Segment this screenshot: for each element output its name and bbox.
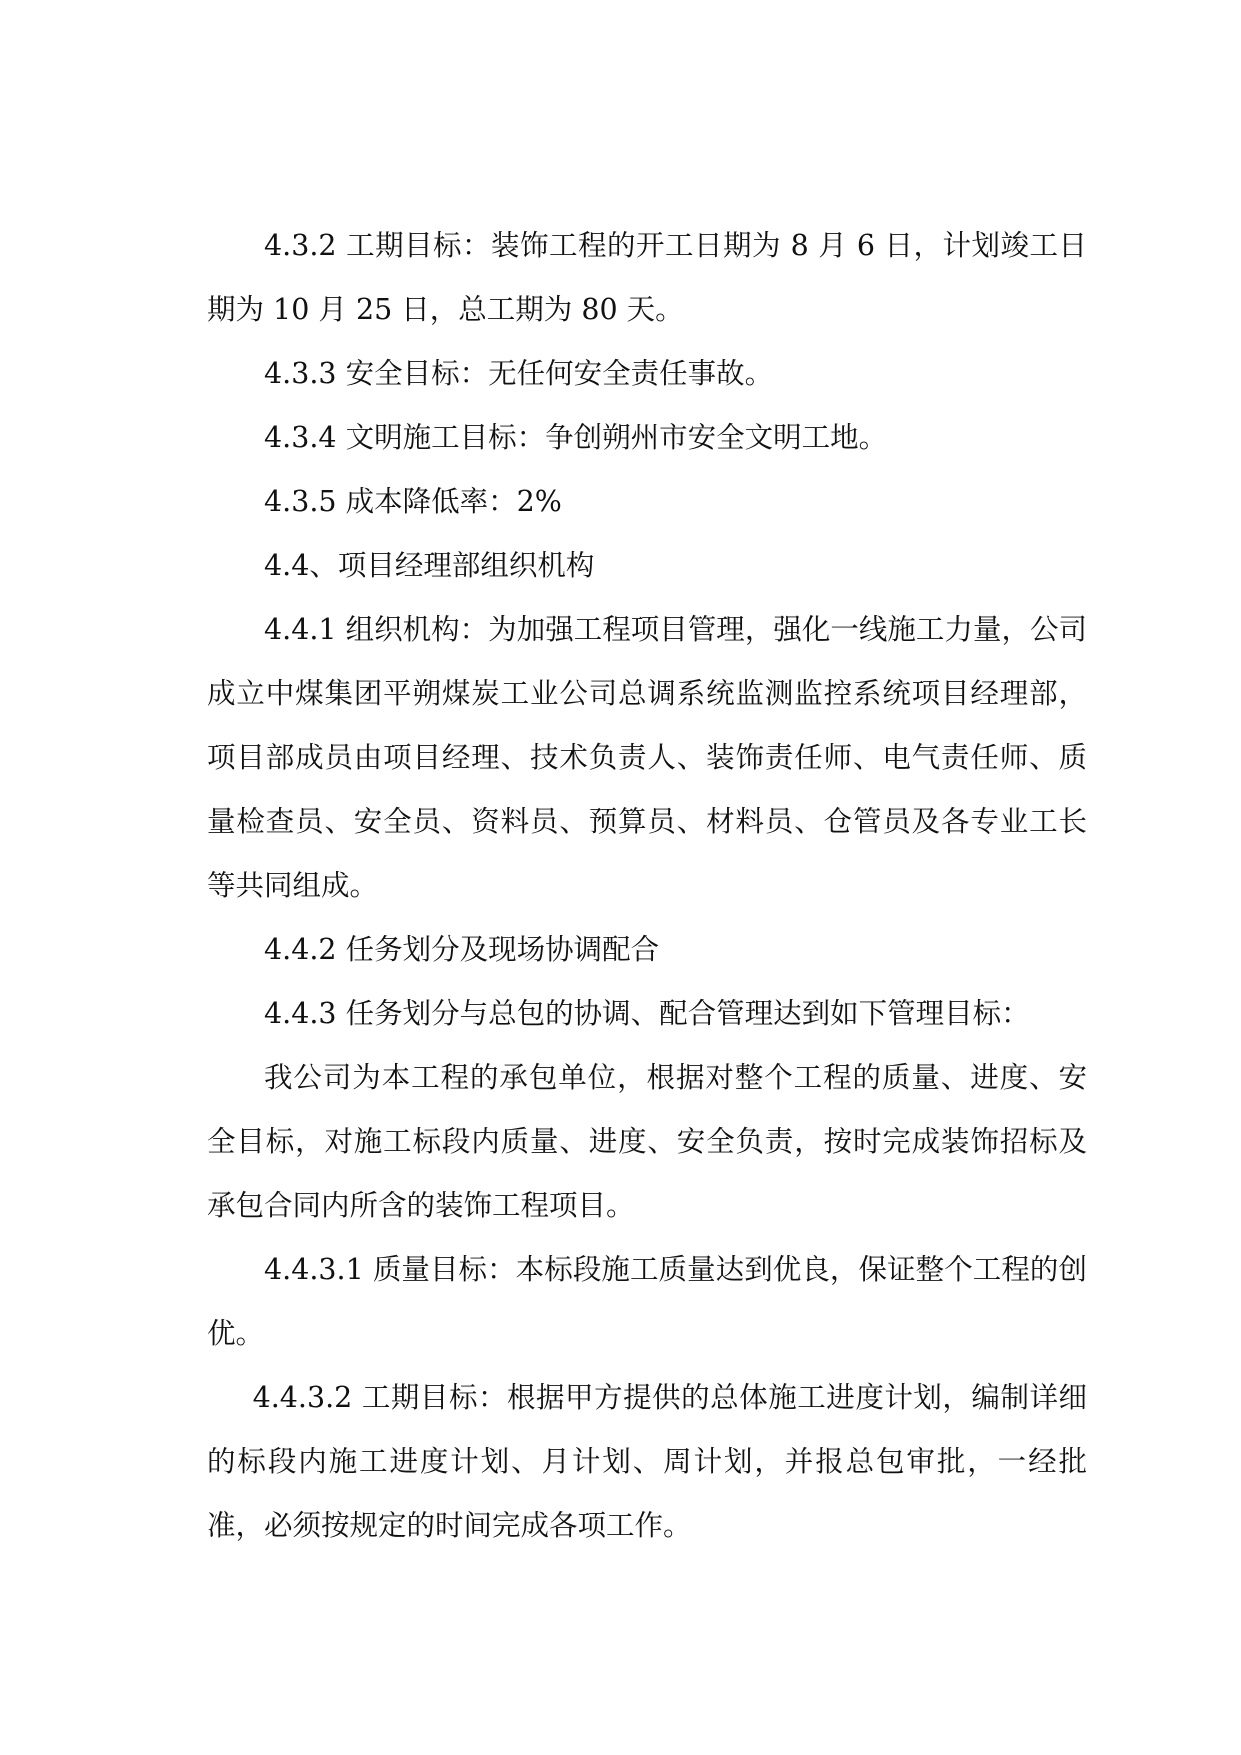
paragraph-organization-structure: 4.4.1 组织机构：为加强工程项目管理，强化一线施工力量，公司成立中煤集团平朔煤炭工业公司总调系统监测监控系统项目经理部，项目部成员由项目经理、技术负责人、装饰责任师、电气责任师、质量检查员、安全员、资料员、预算员、材料员、仓管员及各专业工长等共同组成。 (207, 613, 1087, 902)
section-heading-project-organization: 4.4、项目经理部组织机构 (264, 549, 595, 582)
paragraph-safety-goal: 4.3.3 安全目标：无任何安全责任事故。 (264, 357, 774, 390)
paragraph-schedule-goal: 4.3.2 工期目标：装饰工程的开工日期为 8 月 6 日，计划竣工日期为 10 月 25 日，总工期为 80 天。 (207, 229, 1087, 326)
document-body (207, 214, 1087, 1558)
paragraph-construction-period-goal: 4.4.3.2 工期目标：根据甲方提供的总体施工进度计划，编制详细的标段内施工进度计划、月计划、周计划，并报总包审批，一经批准，必须按规定的时间完成各项工作。 (207, 1381, 1087, 1542)
paragraph-civilized-construction-goal: 4.3.4 文明施工目标：争创朔州市安全文明工地。 (264, 421, 888, 454)
paragraph-coordination-goals: 4.4.3 任务划分与总包的协调、配合管理达到如下管理目标： (264, 997, 1030, 1030)
paragraph-cost-reduction: 4.3.5 成本降低率：2% (264, 485, 562, 518)
paragraph-task-division: 4.4.2 任务划分及现场协调配合 (264, 933, 660, 966)
paragraph-quality-goal: 4.4.3.1 质量目标：本标段施工质量达到优良，保证整个工程的创优。 (207, 1253, 1087, 1350)
paragraph-contractor-responsibility: 我公司为本工程的承包单位，根据对整个工程的质量、进度、安全目标，对施工标段内质量、进度、安全负责，按时完成装饰招标及承包合同内所含的装饰工程项目。 (207, 1061, 1087, 1222)
